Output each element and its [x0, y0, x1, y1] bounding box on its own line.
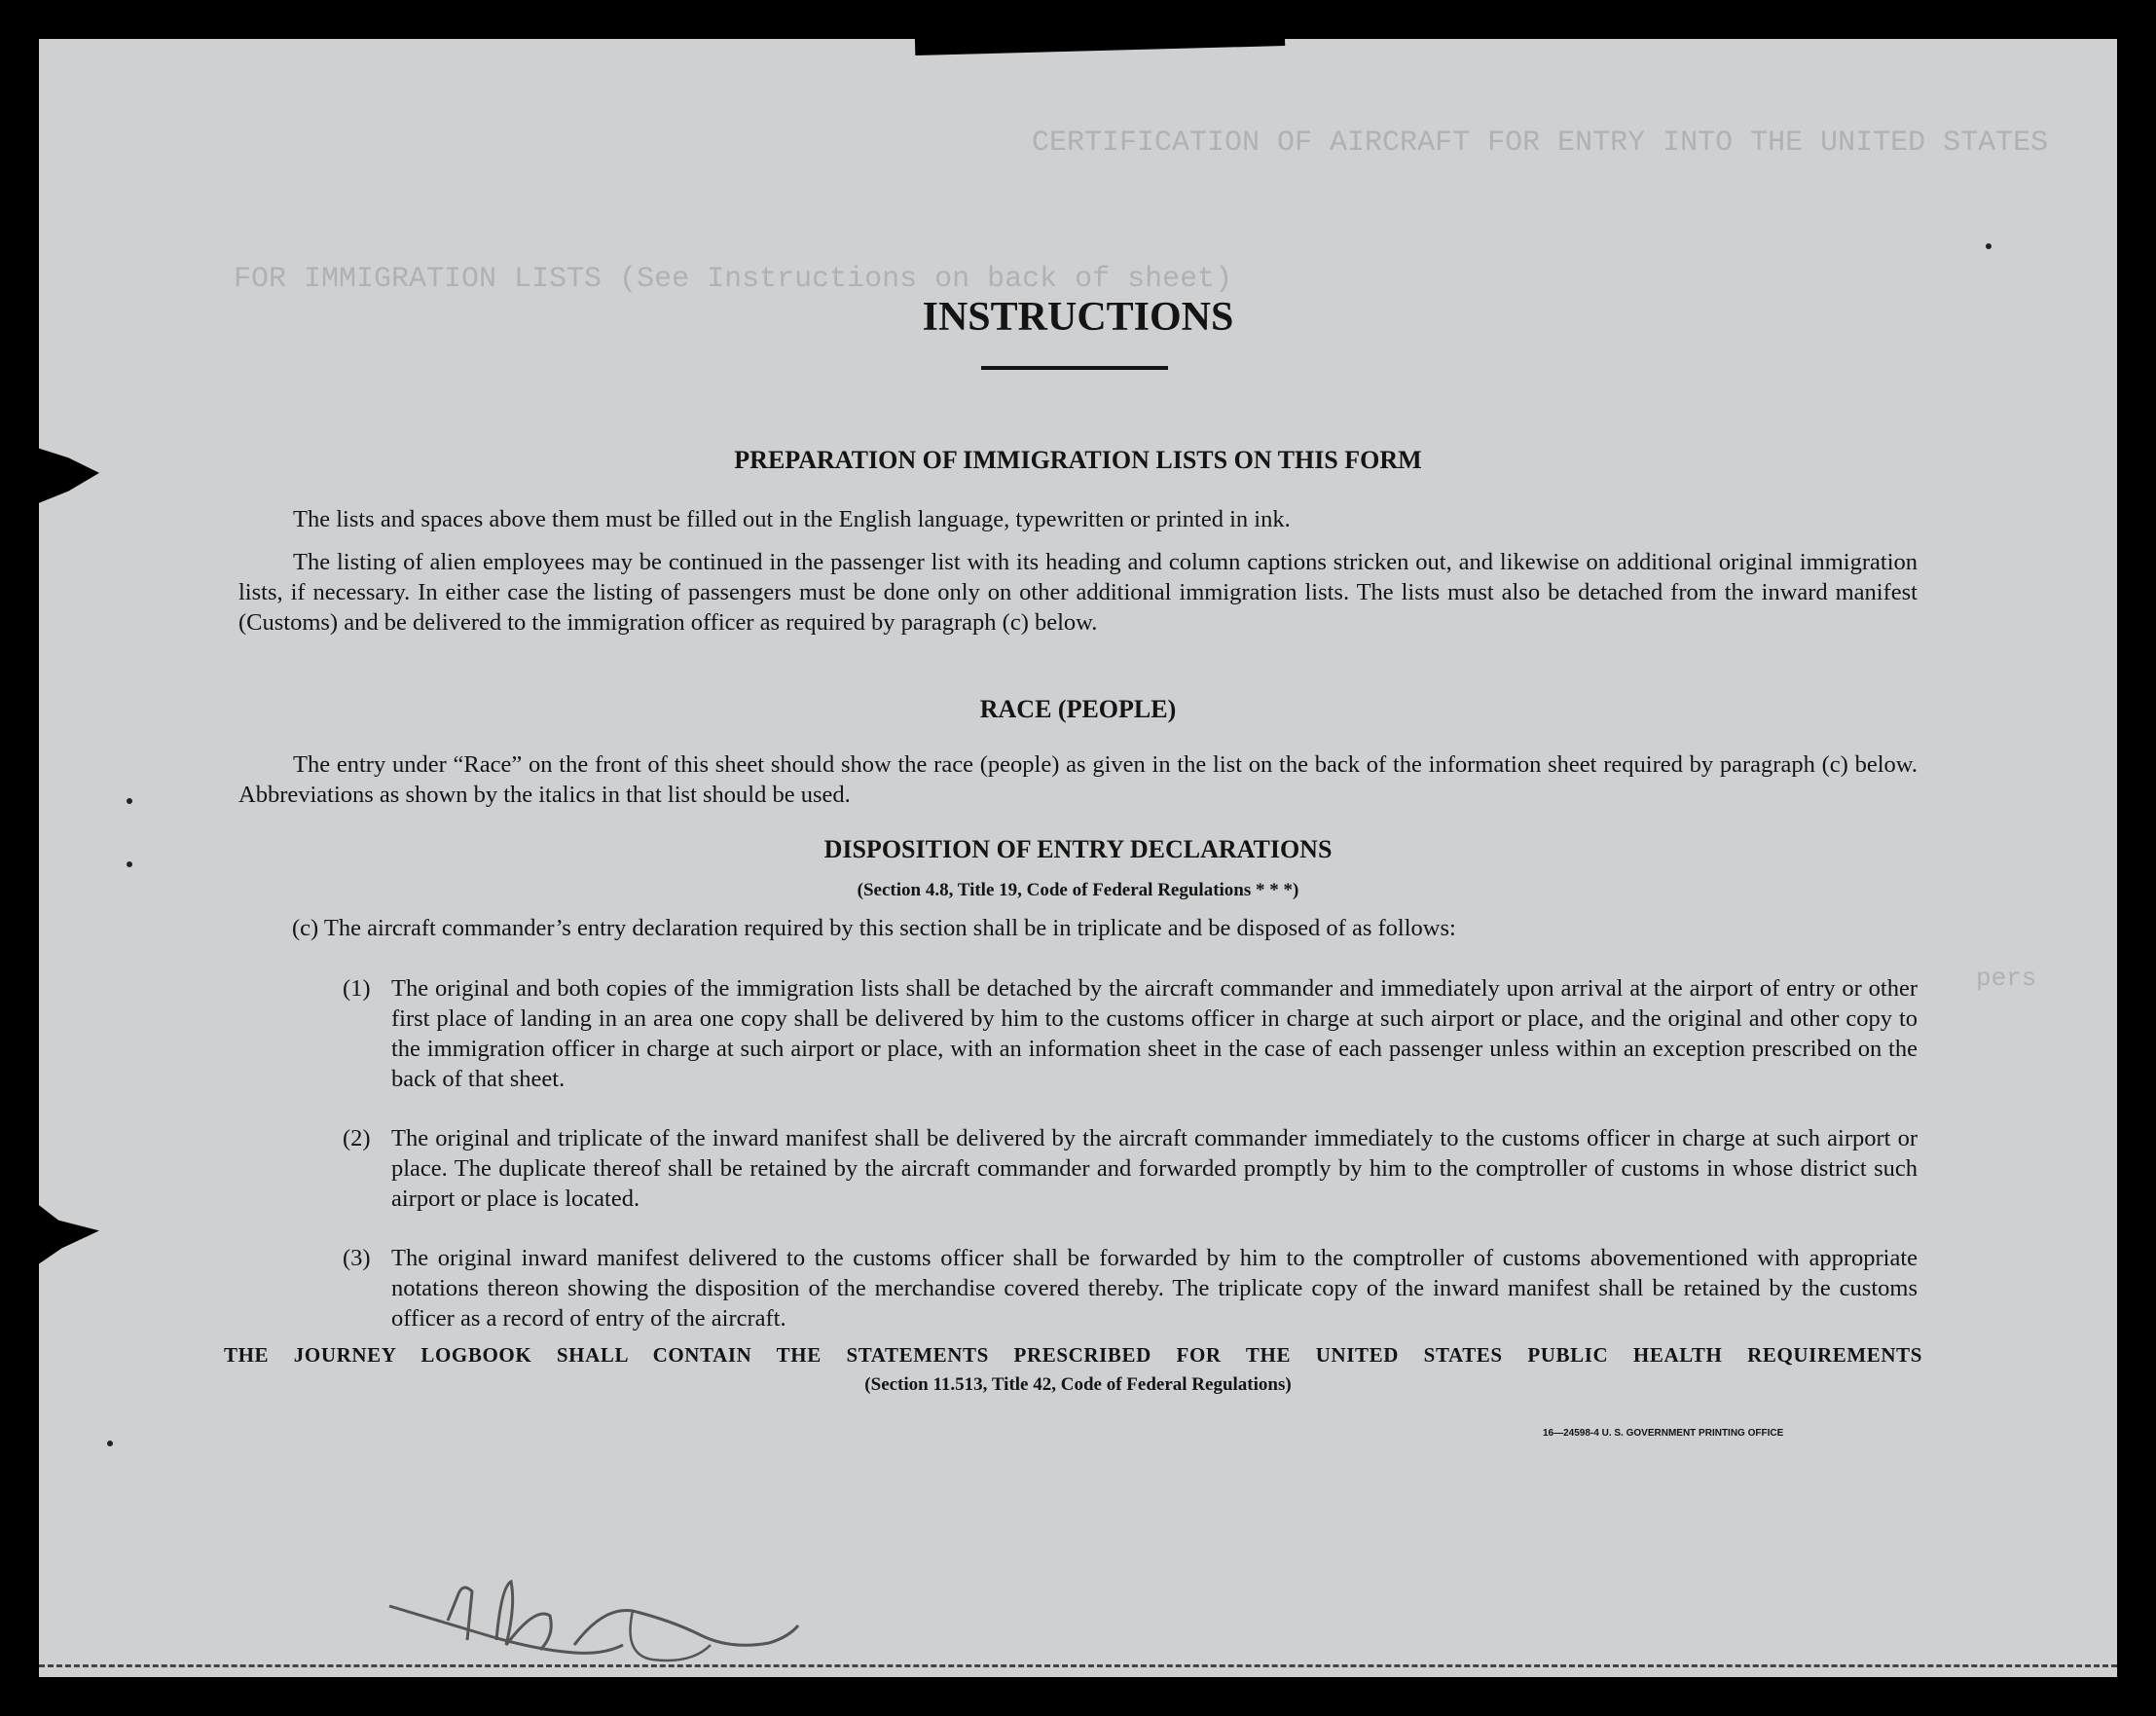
- perforated-bottom-edge: [39, 1664, 2117, 1670]
- stray-mark: [127, 798, 132, 804]
- handwritten-signature: [380, 1567, 808, 1674]
- title-underline: [981, 366, 1168, 370]
- citation-title-19: (Section 4.8, Title 19, Code of Federal Regulations * * *): [857, 880, 1299, 900]
- printing-office-imprint: 16—24598-4 U. S. GOVERNMENT PRINTING OFFICE: [1543, 1428, 1784, 1439]
- torn-edge-top: [915, 39, 1285, 55]
- list-item-text: The original and both copies of the immigration lists shall be detached by the aircraft commander and immediately upon arrival at the airport of entry or other first place of landing in an area one copy shall be delivered by him to the customs officer in charge at such airport or place, and the original and other copy to the immigration officer in charge at such airport or place, with an information sheet in the case of each passenger unless within an exception prescribed on the back of that sheet.: [391, 975, 1918, 1092]
- show-through-text: FOR IMMIGRATION LISTS (See Instructions on back of sheet): [234, 263, 1233, 296]
- list-item-number: (2): [343, 1125, 371, 1151]
- footer-statement: THE JOURNEY LOGBOOK SHALL CONTAIN THE STATEMENTS PRESCRIBED FOR THE UNITED STATES PUBLIC HEALTH REQUIREMENTS: [224, 1343, 1922, 1367]
- document-page: [39, 39, 2117, 1677]
- stray-mark: [1986, 243, 1992, 249]
- heading-race: RACE (PEOPLE): [979, 695, 1177, 723]
- paragraph-race: The entry under “Race” on the front of this sheet should show the race (people) as given in the list on the back of the information sheet required by paragraph (c) below. Abbreviations as shown by the italics in that list should be used.: [238, 751, 1918, 808]
- list-item-3: [343, 1243, 1918, 1333]
- show-through-text: pers: [1976, 964, 2037, 993]
- list-item-2: [343, 1123, 1918, 1214]
- list-item-text: The original inward manifest delivered to the customs officer shall be forwarded by him to the comptroller of customs abovementioned with appropriate notations thereon showing the disposition of the merchandise covered thereby. The triplicate copy of the inward manifest shall be retained by the customs officer as a record of entry of the aircraft.: [391, 1245, 1918, 1332]
- list-item-number: (3): [343, 1245, 371, 1271]
- punch-hole-left-lower: [39, 1199, 99, 1269]
- paragraph-c: (c) The aircraft commander’s entry declaration required by this section shall be in triplicate and be disposed of as follows:: [292, 915, 1456, 941]
- paragraph-english-language: The lists and spaces above them must be filled out in the English language, typewritten or printed in ink.: [293, 506, 1291, 532]
- paragraph-alien-employees: The listing of alien employees may be continued in the passenger list with its heading and column captions stricken out, and likewise on additional original immigration lists, if necessary. In either case the listing of passengers must be done only on other additional immigration lists. The lists must also be detached from the inward manifest (Customs) and be delivered to the immigration officer as required by paragraph (c) below.: [238, 549, 1918, 636]
- page-title: INSTRUCTIONS: [922, 295, 1234, 340]
- stray-mark: [127, 861, 132, 867]
- heading-preparation: PREPARATION OF IMMIGRATION LISTS ON THIS FORM: [734, 446, 1422, 474]
- list-item-1: [343, 973, 1918, 1094]
- footer-citation: (Section 11.513, Title 42, Code of Federal Regulations): [864, 1374, 1292, 1395]
- list-item-number: (1): [343, 975, 371, 1002]
- stray-mark: [107, 1441, 113, 1446]
- list-item-text: The original and triplicate of the inward manifest shall be delivered by the aircraft commander immediately to the customs officer in charge at such airport or place. The duplicate thereof shall be retained by the aircraft commander and forwarded promptly by him to the comptroller of customs in whose district such airport or place is located.: [391, 1125, 1918, 1212]
- heading-disposition: DISPOSITION OF ENTRY DECLARATIONS: [823, 835, 1333, 863]
- show-through-text: CERTIFICATION OF AIRCRAFT FOR ENTRY INTO THE UNITED STATES: [1032, 127, 2049, 160]
